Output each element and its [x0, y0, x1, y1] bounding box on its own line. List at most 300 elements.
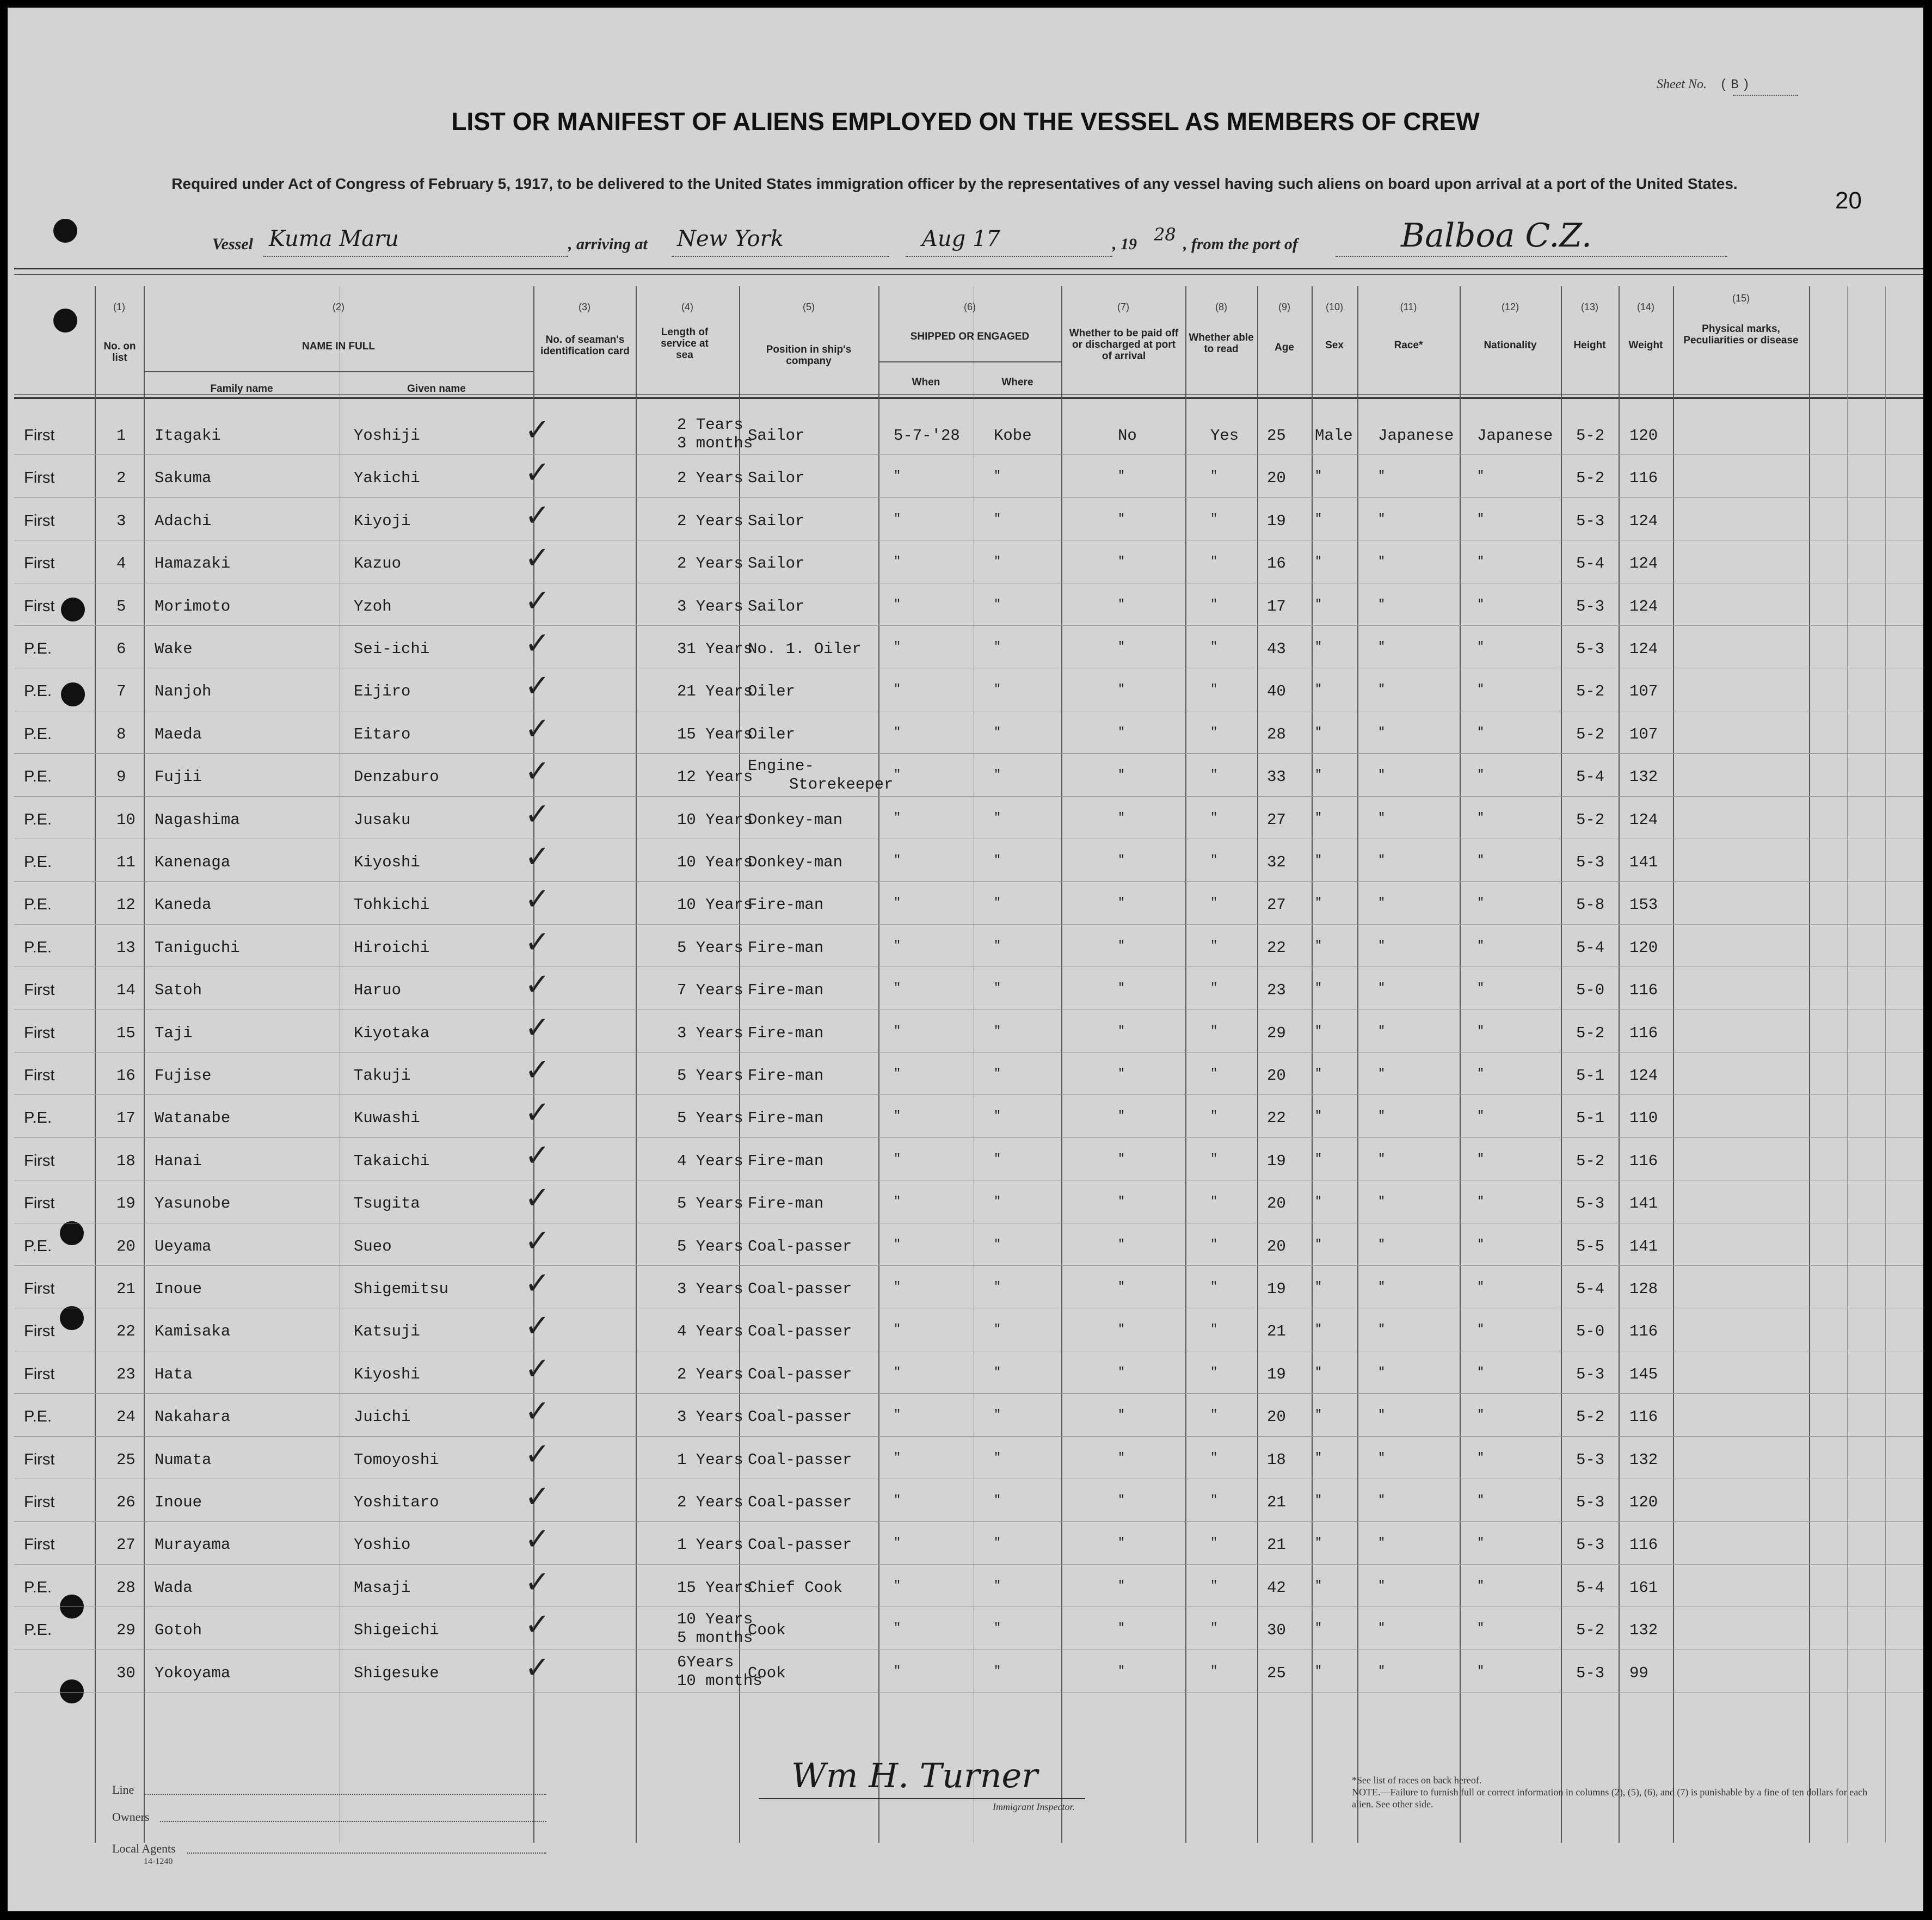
col-number: (14) — [1636, 301, 1654, 312]
header-nationality: Nationality — [1484, 340, 1537, 351]
table-row — [8, 1138, 1923, 1180]
able-to-read: " — [1210, 853, 1218, 867]
shipped-where: " — [994, 1322, 1001, 1337]
table-row — [8, 413, 1923, 455]
sex: Male — [1315, 427, 1353, 445]
col-number: (1) — [113, 301, 125, 312]
shipped-when: " — [894, 810, 901, 824]
shipped-when: " — [894, 1493, 901, 1507]
position: Coal-passer — [748, 1408, 852, 1426]
binder-hole — [53, 309, 77, 333]
shipped-when: " — [894, 1578, 901, 1592]
position: Fire-man — [748, 1109, 824, 1128]
position: No. 1. Oiler — [748, 640, 862, 658]
weight: 145 — [1629, 1365, 1658, 1383]
weight: 132 — [1629, 768, 1658, 786]
nationality: " — [1477, 1195, 1485, 1209]
weight: 141 — [1629, 1195, 1658, 1213]
family-name: Kaneda — [155, 896, 212, 914]
col-number: (4) — [681, 301, 693, 312]
header-paid-off: Whether to be paid off or discharged at port of arrival — [1069, 328, 1179, 362]
age: 21 — [1267, 1536, 1286, 1554]
nationality: " — [1477, 1322, 1485, 1337]
table-row — [8, 1394, 1923, 1436]
service-length: 2 Years — [677, 1493, 743, 1511]
vessel-name-line — [263, 256, 568, 257]
position: Oiler — [748, 682, 796, 701]
row-number: 26 — [116, 1493, 136, 1511]
position: Fire-man — [748, 1152, 824, 1170]
shipped-when: " — [894, 682, 901, 697]
header-family-name: Family name — [210, 383, 273, 395]
able-to-read: " — [1210, 597, 1218, 611]
shipped-when: " — [894, 1664, 901, 1678]
position: Fire-man — [748, 1024, 824, 1042]
row-number: 25 — [116, 1450, 136, 1469]
age: 25 — [1267, 427, 1286, 445]
table-row — [8, 925, 1923, 967]
sheet-number — [1657, 77, 1753, 93]
race: " — [1378, 981, 1386, 995]
family-name: Satoh — [155, 981, 202, 1000]
col-number: (9) — [1278, 301, 1290, 312]
able-to-read: " — [1210, 1536, 1218, 1550]
row-number: 6 — [116, 640, 126, 658]
service-length: 31 Years — [677, 640, 753, 658]
position: Coal-passer — [748, 1365, 852, 1383]
height: 5-2 — [1576, 427, 1605, 445]
service-length: 3 Years — [677, 597, 743, 616]
race: " — [1378, 640, 1386, 654]
family-name: Yasunobe — [155, 1195, 231, 1213]
row-class: P.E. — [24, 768, 52, 786]
shipped-when: " — [894, 469, 901, 483]
footer-note-races: *See list of races on back hereof. — [1352, 1775, 1482, 1786]
row-class: First — [24, 1365, 55, 1383]
age: 18 — [1267, 1450, 1286, 1469]
paid-off: " — [1118, 1024, 1125, 1038]
card-checkmark-icon: ✓ — [525, 1479, 550, 1515]
paid-off: " — [1118, 1621, 1125, 1635]
able-to-read: " — [1210, 512, 1218, 526]
card-checkmark-icon: ✓ — [525, 1223, 550, 1259]
row-number: 17 — [116, 1109, 136, 1128]
height: 5-3 — [1576, 1664, 1605, 1682]
row-class: P.E. — [24, 640, 52, 657]
card-checkmark-icon: ✓ — [525, 1266, 550, 1301]
shipped-where: " — [994, 1109, 1001, 1123]
header-name-in-full: NAME IN FULL — [302, 341, 376, 352]
footer-note-penalty: NOTE.—Failure to furnish full or correct information in columns (2), (5), (6), and (7) is punishable by a fine of ten dollars for each alien. See other side. — [1352, 1787, 1868, 1810]
sex: " — [1315, 1536, 1322, 1550]
position: Coal-passer — [748, 1237, 852, 1256]
paid-off: " — [1118, 469, 1125, 483]
card-checkmark-icon: ✓ — [525, 1564, 550, 1600]
paid-off: " — [1118, 810, 1125, 824]
given-name: Shigeichi — [354, 1621, 439, 1640]
col-number: (7) — [1117, 301, 1129, 312]
table-top-rule — [14, 268, 1923, 269]
shipped-when: " — [894, 555, 901, 569]
row-number: 2 — [116, 469, 126, 488]
height: 5-3 — [1576, 512, 1605, 530]
weight: 124 — [1629, 555, 1658, 573]
service-length: 10 Years — [677, 853, 753, 871]
race: " — [1378, 1152, 1386, 1166]
header-seaman-card: No. of seaman's identification card — [540, 334, 630, 357]
shipped-where: " — [994, 1152, 1001, 1166]
card-checkmark-icon: ✓ — [525, 583, 550, 619]
table-row — [8, 498, 1923, 540]
family-name: Taniguchi — [155, 938, 240, 957]
paid-off: " — [1118, 1536, 1125, 1550]
nationality: " — [1477, 1152, 1485, 1166]
row-number: 18 — [116, 1152, 136, 1170]
table-row — [8, 1010, 1923, 1053]
shipped-when: " — [894, 1237, 901, 1251]
family-name: Wada — [155, 1578, 193, 1597]
footer-line-label: Line — [112, 1783, 134, 1796]
service-length: 5 Years — [677, 1237, 743, 1256]
row-class: First — [24, 512, 55, 530]
age: 19 — [1267, 1152, 1286, 1170]
able-to-read: " — [1210, 1237, 1218, 1251]
shipped-when: " — [894, 512, 901, 526]
row-class: P.E. — [24, 810, 52, 828]
header-when: When — [912, 377, 940, 388]
row-number: 24 — [116, 1408, 136, 1426]
age: 40 — [1267, 682, 1286, 701]
header-height: Height — [1573, 340, 1606, 351]
row-class: First — [24, 981, 55, 999]
table-row — [8, 626, 1923, 668]
row-number: 29 — [116, 1621, 136, 1640]
height: 5-4 — [1576, 938, 1605, 957]
race: " — [1378, 810, 1386, 824]
race: " — [1378, 1280, 1386, 1294]
family-name: Hanai — [155, 1152, 202, 1170]
position: Fire-man — [748, 981, 824, 1000]
table-row — [8, 1607, 1923, 1650]
race: " — [1378, 896, 1386, 910]
weight: 107 — [1629, 725, 1658, 743]
height: 5-3 — [1576, 640, 1605, 658]
nationality: " — [1477, 682, 1485, 697]
nationality: " — [1477, 1280, 1485, 1294]
age: 20 — [1267, 469, 1286, 488]
shipped-where: " — [994, 896, 1001, 910]
paid-off: " — [1118, 682, 1125, 697]
shipped-when: " — [894, 1536, 901, 1550]
nationality: " — [1477, 1408, 1485, 1422]
given-name: Yoshiji — [354, 427, 420, 445]
given-name: Denzaburo — [354, 768, 439, 786]
sex: " — [1315, 1067, 1322, 1080]
given-name: Kiyoshi — [354, 1365, 420, 1383]
nationality: " — [1477, 1109, 1485, 1123]
row-class: P.E. — [24, 938, 52, 956]
position: Sailor — [748, 555, 805, 573]
race: " — [1378, 853, 1386, 867]
family-name: Yokoyama — [155, 1664, 231, 1682]
weight: 124 — [1629, 640, 1658, 658]
age: 28 — [1267, 725, 1286, 743]
paid-off: " — [1118, 1152, 1125, 1166]
nationality: " — [1477, 1536, 1485, 1550]
year-label: , 19 — [1112, 235, 1137, 253]
shipped-where: " — [994, 768, 1001, 782]
family-name: Murayama — [155, 1536, 231, 1554]
service-length: 6Years — [677, 1653, 734, 1671]
position: Engine- — [748, 757, 814, 776]
sex: " — [1315, 938, 1322, 952]
age: 33 — [1267, 768, 1286, 786]
able-to-read: " — [1210, 469, 1218, 483]
age: 21 — [1267, 1322, 1286, 1341]
sex: " — [1315, 1237, 1322, 1251]
position: Sailor — [748, 469, 805, 488]
shipped-where: " — [994, 1493, 1001, 1507]
card-checkmark-icon: ✓ — [525, 1053, 550, 1088]
service-length: 2 Years — [677, 469, 743, 488]
paid-off: " — [1118, 1578, 1125, 1592]
header-no-on-list: No. on list — [103, 341, 136, 364]
row-number: 28 — [116, 1578, 136, 1597]
service-length: 3 Years — [677, 1024, 743, 1042]
position: Coal-passer — [748, 1493, 852, 1511]
col-number: (13) — [1580, 301, 1598, 312]
row-class: First — [24, 1450, 55, 1468]
service-length: 10 Years — [677, 896, 753, 914]
race: Japanese — [1378, 427, 1454, 445]
able-to-read: " — [1210, 1621, 1218, 1635]
shipped-when: " — [894, 896, 901, 910]
row-number: 13 — [116, 938, 136, 957]
sex: " — [1315, 1493, 1322, 1507]
shipped-where: " — [994, 1664, 1001, 1678]
able-to-read: " — [1210, 1365, 1218, 1379]
sheet-number-line — [1733, 95, 1798, 96]
table-row — [8, 1180, 1923, 1223]
card-checkmark-icon: ✓ — [525, 1308, 550, 1344]
col-number: (12) — [1501, 301, 1519, 312]
card-checkmark-icon: ✓ — [525, 967, 550, 1003]
height: 5-1 — [1576, 1109, 1605, 1128]
shipped-when: " — [894, 1408, 901, 1422]
weight: 141 — [1629, 853, 1658, 871]
row-class: First — [24, 1067, 55, 1084]
position: Cook — [748, 1621, 786, 1640]
shipped-when: " — [894, 853, 901, 867]
height: 5-2 — [1576, 1408, 1605, 1426]
given-name: Sei-ichi — [354, 640, 430, 658]
table-row — [8, 754, 1923, 796]
given-name: Tomoyoshi — [354, 1450, 439, 1469]
shipped-where: " — [994, 1280, 1001, 1294]
shipped-when: " — [894, 768, 901, 782]
col-number: (11) — [1400, 301, 1417, 312]
given-name: Haruo — [354, 981, 402, 1000]
row-class: P.E. — [24, 853, 52, 871]
given-name: Takaichi — [354, 1152, 430, 1170]
position: Sailor — [748, 512, 805, 530]
row-number: 15 — [116, 1024, 136, 1042]
given-name: Yzoh — [354, 597, 392, 616]
arriving-label: , arriving at — [568, 235, 648, 253]
sex: " — [1315, 1322, 1322, 1337]
paid-off: " — [1118, 938, 1125, 952]
position: Sailor — [748, 427, 805, 445]
row-class: P.E. — [24, 1408, 52, 1426]
age: 42 — [1267, 1578, 1286, 1597]
header-length-service: Length of service at sea — [661, 327, 709, 361]
card-checkmark-icon: ✓ — [525, 668, 550, 704]
card-checkmark-icon: ✓ — [525, 1522, 550, 1558]
paid-off: " — [1118, 1664, 1125, 1678]
table-row — [8, 1266, 1923, 1308]
table-row — [8, 1308, 1923, 1351]
given-name: Tsugita — [354, 1195, 420, 1213]
family-name: Hata — [155, 1365, 193, 1383]
shipped-where: " — [994, 469, 1001, 483]
shipped-where: " — [994, 1408, 1001, 1422]
paid-off: " — [1118, 1195, 1125, 1209]
given-name: Eijiro — [354, 682, 411, 701]
sex: " — [1315, 896, 1322, 910]
table-row — [8, 455, 1923, 497]
weight: 120 — [1629, 427, 1658, 445]
sex: " — [1315, 1450, 1322, 1464]
family-name: Sakuma — [155, 469, 212, 488]
able-to-read: " — [1210, 640, 1218, 654]
height: 5-2 — [1576, 1024, 1605, 1042]
shipped-when: " — [894, 1322, 901, 1337]
row-number: 9 — [116, 768, 126, 786]
height: 5-3 — [1576, 1536, 1605, 1554]
weight: 124 — [1629, 810, 1658, 829]
given-name: Yoshio — [354, 1536, 411, 1554]
race: " — [1378, 938, 1386, 952]
race: " — [1378, 768, 1386, 782]
arriving-port: New York — [677, 226, 784, 251]
sex: " — [1315, 597, 1322, 611]
given-name: Kiyoshi — [354, 853, 420, 871]
sex: " — [1315, 1024, 1322, 1038]
header-bottom-rule-2 — [14, 397, 1923, 399]
weight: 116 — [1629, 469, 1658, 488]
table-row — [8, 967, 1923, 1010]
height: 5-3 — [1576, 1450, 1605, 1469]
footer-line-dots — [144, 1794, 546, 1795]
family-name: Numata — [155, 1450, 212, 1469]
shipped-when: " — [894, 1152, 901, 1166]
row-class: First — [24, 597, 55, 615]
departure-port-line — [1336, 256, 1727, 257]
able-to-read: " — [1210, 1024, 1218, 1038]
name-header-rule — [144, 371, 533, 372]
sex: " — [1315, 640, 1322, 654]
paid-off: " — [1118, 768, 1125, 782]
table-row — [8, 1650, 1923, 1693]
row-class: First — [24, 1152, 55, 1170]
row-number: 20 — [116, 1237, 136, 1256]
family-name: Morimoto — [155, 597, 231, 616]
nationality: " — [1477, 896, 1485, 910]
shipped-when: " — [894, 597, 901, 611]
sex: " — [1315, 768, 1322, 782]
card-checkmark-icon: ✓ — [525, 626, 550, 661]
given-name: Jusaku — [354, 810, 411, 829]
card-checkmark-icon: ✓ — [525, 1650, 550, 1685]
given-name: Sueo — [354, 1237, 392, 1256]
card-checkmark-icon: ✓ — [525, 1095, 550, 1131]
able-to-read: " — [1210, 1493, 1218, 1507]
card-checkmark-icon: ✓ — [525, 1180, 550, 1216]
row-number: 11 — [116, 853, 136, 871]
given-name: Shigemitsu — [354, 1280, 449, 1298]
height: 5-3 — [1576, 1365, 1605, 1383]
card-checkmark-icon: ✓ — [525, 796, 550, 832]
position: Donkey-man — [748, 853, 843, 871]
family-name: Inoue — [155, 1280, 202, 1298]
shipped-when: " — [894, 1621, 901, 1635]
race: " — [1378, 1237, 1386, 1251]
shipped-where: " — [994, 1067, 1001, 1080]
race: " — [1378, 1450, 1386, 1464]
service-length-detail: 3 months — [677, 434, 753, 452]
row-number: 8 — [116, 725, 126, 743]
row-number: 5 — [116, 597, 126, 616]
sex: " — [1315, 1621, 1322, 1635]
sex: " — [1315, 1280, 1322, 1294]
paid-off: " — [1118, 896, 1125, 910]
position: Coal-passer — [748, 1450, 852, 1469]
col-number: (6) — [964, 301, 976, 312]
row-class: First — [24, 1536, 55, 1554]
table-row — [8, 1479, 1923, 1522]
paid-off: No — [1118, 427, 1137, 445]
arrival-year: 28 — [1154, 224, 1176, 245]
shipped-where: " — [994, 1450, 1001, 1464]
row-number: 16 — [116, 1067, 136, 1085]
header-shipped: SHIPPED OR ENGAGED — [910, 331, 1030, 342]
col-number: (5) — [803, 301, 815, 312]
age: 20 — [1267, 1195, 1286, 1213]
position: Sailor — [748, 597, 805, 616]
race: " — [1378, 1664, 1386, 1678]
binder-hole — [53, 219, 77, 243]
card-checkmark-icon: ✓ — [525, 1436, 550, 1472]
row-class: First — [24, 427, 55, 444]
shipped-where: " — [994, 1365, 1001, 1379]
document-title: LIST OR MANIFEST OF ALIENS EMPLOYED ON THE VESSEL AS MEMBERS OF CREW — [451, 107, 1480, 136]
age: 32 — [1267, 853, 1286, 871]
nationality: " — [1477, 1578, 1485, 1592]
race: " — [1378, 725, 1386, 739]
nationality: " — [1477, 768, 1485, 782]
weight: 153 — [1629, 896, 1658, 914]
height: 5-3 — [1576, 1195, 1605, 1213]
sex: " — [1315, 810, 1322, 824]
weight: 128 — [1629, 1280, 1658, 1298]
given-name: Takuji — [354, 1067, 411, 1085]
table-row — [8, 1522, 1923, 1564]
shipped-when: 5-7-'28 — [894, 427, 960, 445]
row-number: 1 — [116, 427, 126, 445]
col-number: (15) — [1732, 293, 1750, 304]
paid-off: " — [1118, 1493, 1125, 1507]
shipped-when: " — [894, 640, 901, 654]
